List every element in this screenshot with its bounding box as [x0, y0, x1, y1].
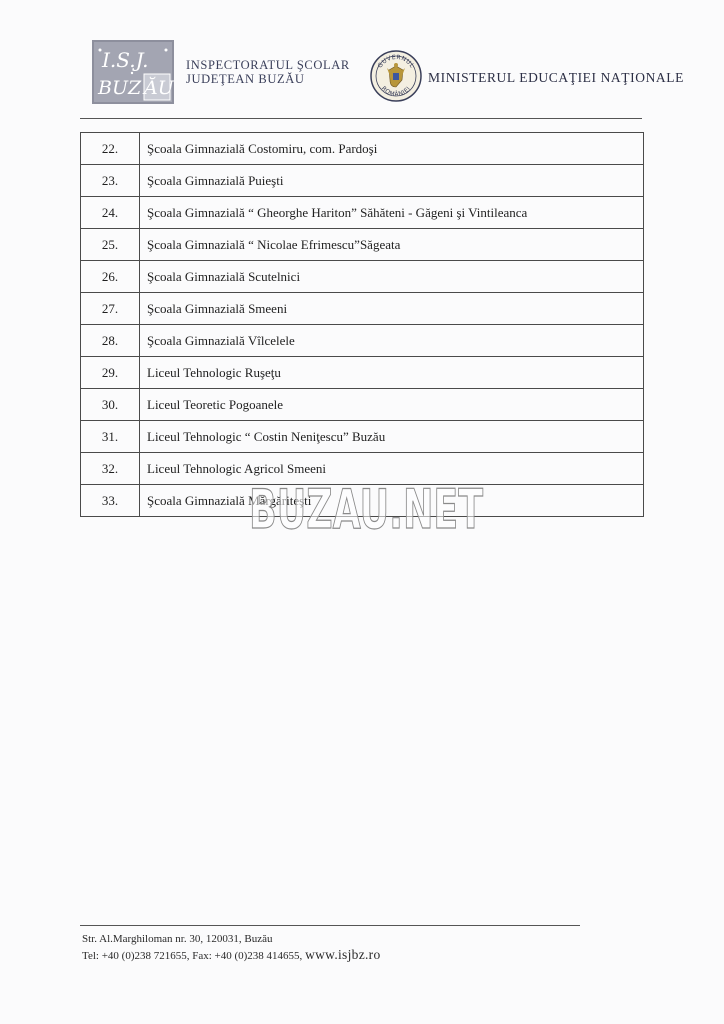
isj-buzau-logo-icon: [92, 40, 174, 104]
seal-text-bottom: ROMÂNIEI: [379, 85, 413, 99]
school-name: Şcoala Gimnazială Costomiru, com. Pardoşi: [140, 133, 644, 165]
table-row: [81, 357, 644, 389]
table-row: [81, 165, 644, 197]
table-row: [81, 325, 644, 357]
institution-line-2: JUDEŢEAN BUZĂU: [186, 72, 305, 86]
table-row: [81, 229, 644, 261]
header-divider: [80, 118, 642, 119]
row-number: 23.: [81, 165, 140, 197]
buzau-net-watermark: [246, 476, 486, 538]
school-name: Liceul Tehnologic “ Costin Neniţescu” Buzău: [140, 421, 644, 453]
svg-text:BUZ: BUZ: [98, 77, 142, 99]
institution-name: [186, 58, 366, 86]
row-number: 26.: [81, 261, 140, 293]
row-number: 24.: [81, 197, 140, 229]
table-row: [81, 421, 644, 453]
svg-text:ĂU: ĂU: [144, 77, 174, 99]
school-name: Şcoala Gimnazială Vîlcelele: [140, 325, 644, 357]
footer-divider: [80, 925, 580, 926]
row-number: 29.: [81, 357, 140, 389]
row-number: 33.: [81, 485, 140, 517]
row-number: 25.: [81, 229, 140, 261]
row-number: 27.: [81, 293, 140, 325]
row-number: 32.: [81, 453, 140, 485]
school-name: Liceul Tehnologic Agricol Smeeni: [140, 453, 644, 485]
row-number: 28.: [81, 325, 140, 357]
school-name: Şcoala Gimnazială Mărgăriteşti: [140, 485, 644, 517]
school-name: Şcoala Gimnazială Smeeni: [140, 293, 644, 325]
schools-table-container: [80, 132, 644, 517]
row-number: 22.: [81, 133, 140, 165]
school-name: Şcoala Gimnazială Puieşti: [140, 165, 644, 197]
table-row: [81, 197, 644, 229]
ministry-name: MINISTERUL EDUCAŢIEI NAŢIONALE: [428, 70, 684, 85]
school-name: Şcoala Gimnazială “ Gheorghe Hariton” Săhăteni - Găgeni şi Vintileanca: [140, 197, 644, 229]
footer-address: Str. Al.Marghiloman nr. 30, 120031, Buzău: [82, 933, 273, 945]
table-row: [81, 389, 644, 421]
footer-website-link[interactable]: www.isjbz.ro: [305, 947, 381, 962]
row-number: 30.: [81, 389, 140, 421]
seal-text-top: GUVERNUL: [376, 53, 416, 70]
table-row: [81, 293, 644, 325]
schools-table: [80, 132, 644, 517]
table-row: [81, 133, 644, 165]
school-name: Liceul Teoretic Pogoanele: [140, 389, 644, 421]
school-name: Liceul Tehnologic Ruşeţu: [140, 357, 644, 389]
footer-phone-fax: Tel: +40 (0)238 721655, Fax: +40 (0)238 414655,: [82, 950, 306, 962]
footer-contact: [82, 947, 381, 963]
watermark-text: BUZAU.NET: [249, 478, 484, 538]
school-name: Şcoala Gimnazială Scutelnici: [140, 261, 644, 293]
institution-line-1: INSPECTORATUL ŞCOLAR: [186, 58, 350, 72]
guvernul-romaniei-seal-icon: [370, 46, 422, 106]
svg-text:I.S.J.: I.S.J.: [102, 48, 149, 72]
table-row: [81, 261, 644, 293]
row-number: 31.: [81, 421, 140, 453]
school-name: Şcoala Gimnazială “ Nicolae Efrimescu”Săgeata: [140, 229, 644, 261]
